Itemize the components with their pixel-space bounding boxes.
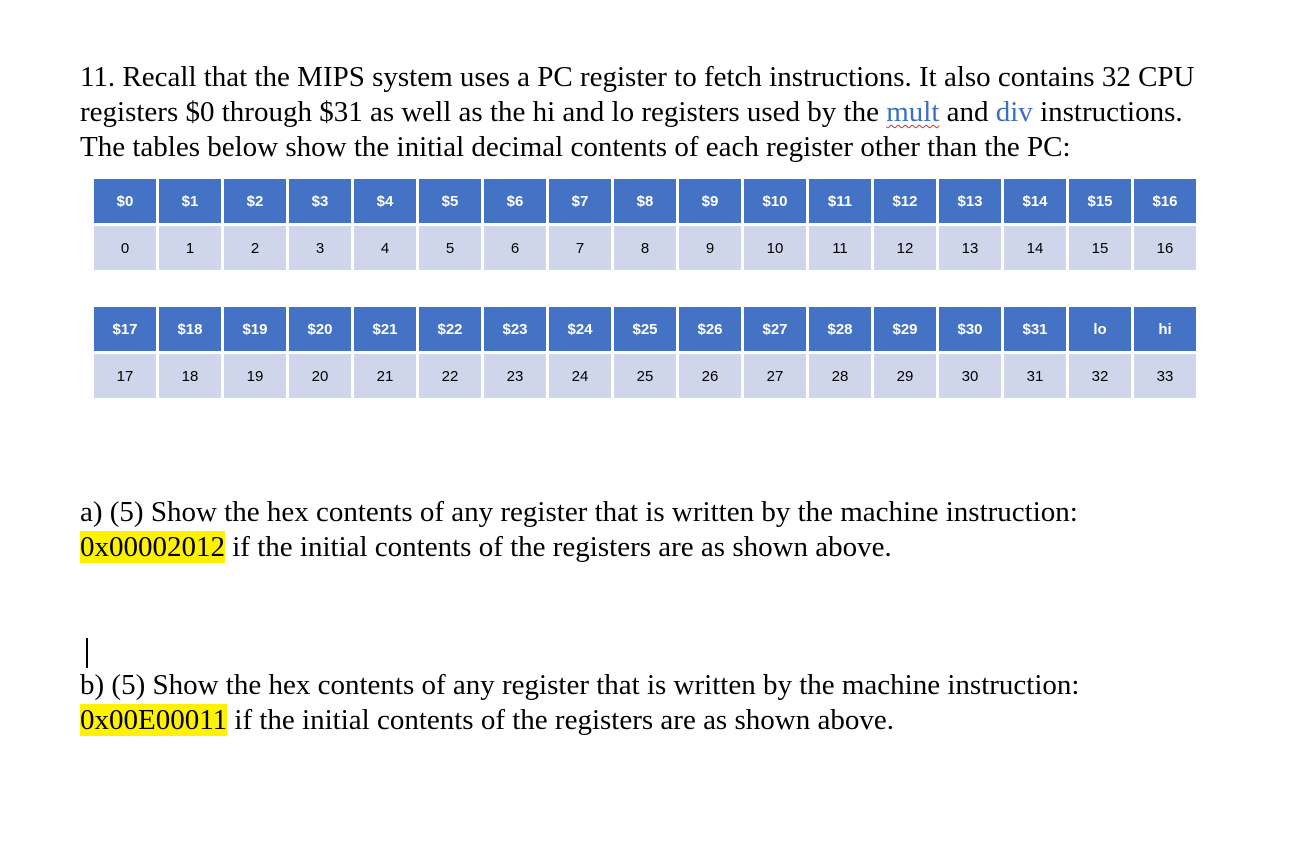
- register-value-cell: 16: [1134, 226, 1199, 273]
- register-value-cell: 6: [484, 226, 549, 273]
- register-name-cell: $0: [94, 179, 159, 226]
- intro-line-2-start: registers $0 through $31 as well as the hi and lo registers used by the: [80, 96, 887, 128]
- instruction-b-highlight: 0x00E00011: [80, 704, 228, 736]
- register-name-cell: $2: [224, 179, 289, 226]
- register-name-cell: $18: [159, 307, 224, 354]
- register-name-cell: $15: [1069, 179, 1134, 226]
- register-name-cell: $23: [484, 307, 549, 354]
- register-name-cell: $11: [809, 179, 874, 226]
- register-name-cell: $26: [679, 307, 744, 354]
- instruction-a-highlight: 0x00002012: [80, 531, 225, 563]
- register-name-cell: $5: [419, 179, 484, 226]
- register-name-cell: $9: [679, 179, 744, 226]
- question-b-line-1: b) (5) Show the hex contents of any register that is written by the machine instruction:: [80, 669, 1080, 701]
- mult-keyword: mult: [886, 96, 940, 128]
- register-value-cell: 8: [614, 226, 679, 273]
- register-name-cell: $30: [939, 307, 1004, 354]
- register-value-cell: 11: [809, 226, 874, 273]
- register-value-cell: 24: [549, 354, 614, 401]
- register-value-cell: 27: [744, 354, 809, 401]
- intro-line-2-end: instructions.: [1032, 96, 1183, 128]
- register-value-cell: 33: [1134, 354, 1199, 401]
- register-table-1: [94, 179, 1199, 273]
- register-header-row: [94, 179, 1199, 226]
- register-name-cell: $28: [809, 307, 874, 354]
- register-value-cell: 31: [1004, 354, 1069, 401]
- register-value-cell: 12: [874, 226, 939, 273]
- register-name-cell: $14: [1004, 179, 1069, 226]
- register-value-cell: 2: [224, 226, 289, 273]
- question-b: [80, 668, 1280, 738]
- register-name-cell: lo: [1069, 307, 1134, 354]
- register-name-cell: $4: [354, 179, 419, 226]
- register-name-cell: $17: [94, 307, 159, 354]
- register-header-row: [94, 307, 1199, 354]
- intro-line-2: [80, 95, 1280, 130]
- register-value-cell: 1: [159, 226, 224, 273]
- register-value-cell: 3: [289, 226, 354, 273]
- register-value-cell: 5: [419, 226, 484, 273]
- question-a-line-2: [80, 530, 1280, 565]
- register-value-cell: 32: [1069, 354, 1134, 401]
- register-name-cell: $13: [939, 179, 1004, 226]
- register-value-cell: 13: [939, 226, 1004, 273]
- register-name-cell: $21: [354, 307, 419, 354]
- register-value-cell: 23: [484, 354, 549, 401]
- intro-line-3: The tables below show the initial decimal contents of each register other than the PC:: [80, 131, 1071, 163]
- register-name-cell: $16: [1134, 179, 1199, 226]
- register-value-cell: 18: [159, 354, 224, 401]
- register-value-row: [94, 226, 1199, 273]
- register-value-cell: 4: [354, 226, 419, 273]
- register-name-cell: $10: [744, 179, 809, 226]
- question-a: [80, 495, 1280, 565]
- register-name-cell: $24: [549, 307, 614, 354]
- register-value-cell: 22: [419, 354, 484, 401]
- register-value-cell: 0: [94, 226, 159, 273]
- register-value-cell: 20: [289, 354, 354, 401]
- register-name-cell: $22: [419, 307, 484, 354]
- question-b-line-2: [80, 703, 1280, 738]
- register-value-cell: 10: [744, 226, 809, 273]
- question-a-line-1: a) (5) Show the hex contents of any register that is written by the machine instruction:: [80, 496, 1078, 528]
- question-a-rest: if the initial contents of the registers are as shown above.: [225, 531, 892, 563]
- intro-line-2-and: and: [939, 96, 996, 128]
- question-b-rest: if the initial contents of the registers are as shown above.: [227, 704, 894, 736]
- register-name-cell: $31: [1004, 307, 1069, 354]
- register-value-cell: 29: [874, 354, 939, 401]
- register-value-cell: 25: [614, 354, 679, 401]
- register-name-cell: $20: [289, 307, 354, 354]
- register-value-cell: 15: [1069, 226, 1134, 273]
- register-name-cell: $7: [549, 179, 614, 226]
- register-value-cell: 14: [1004, 226, 1069, 273]
- register-value-cell: 9: [679, 226, 744, 273]
- intro-line-1: 11. Recall that the MIPS system uses a PC register to fetch instructions. It also contains 32 CPU: [80, 61, 1195, 93]
- problem-intro: [80, 60, 1280, 165]
- register-name-cell: $25: [614, 307, 679, 354]
- register-name-cell: hi: [1134, 307, 1199, 354]
- register-value-cell: 28: [809, 354, 874, 401]
- text-cursor: [86, 638, 88, 668]
- register-name-cell: $8: [614, 179, 679, 226]
- register-name-cell: $27: [744, 307, 809, 354]
- register-value-cell: 7: [549, 226, 614, 273]
- register-name-cell: $1: [159, 179, 224, 226]
- register-value-cell: 19: [224, 354, 289, 401]
- register-value-row: [94, 354, 1199, 401]
- register-value-cell: 26: [679, 354, 744, 401]
- register-name-cell: $3: [289, 179, 354, 226]
- register-name-cell: $6: [484, 179, 549, 226]
- register-name-cell: $29: [874, 307, 939, 354]
- register-name-cell: $12: [874, 179, 939, 226]
- div-keyword: div: [995, 96, 1033, 128]
- register-name-cell: $19: [224, 307, 289, 354]
- register-value-cell: 17: [94, 354, 159, 401]
- register-table-2: [94, 307, 1199, 401]
- register-value-cell: 21: [354, 354, 419, 401]
- register-value-cell: 30: [939, 354, 1004, 401]
